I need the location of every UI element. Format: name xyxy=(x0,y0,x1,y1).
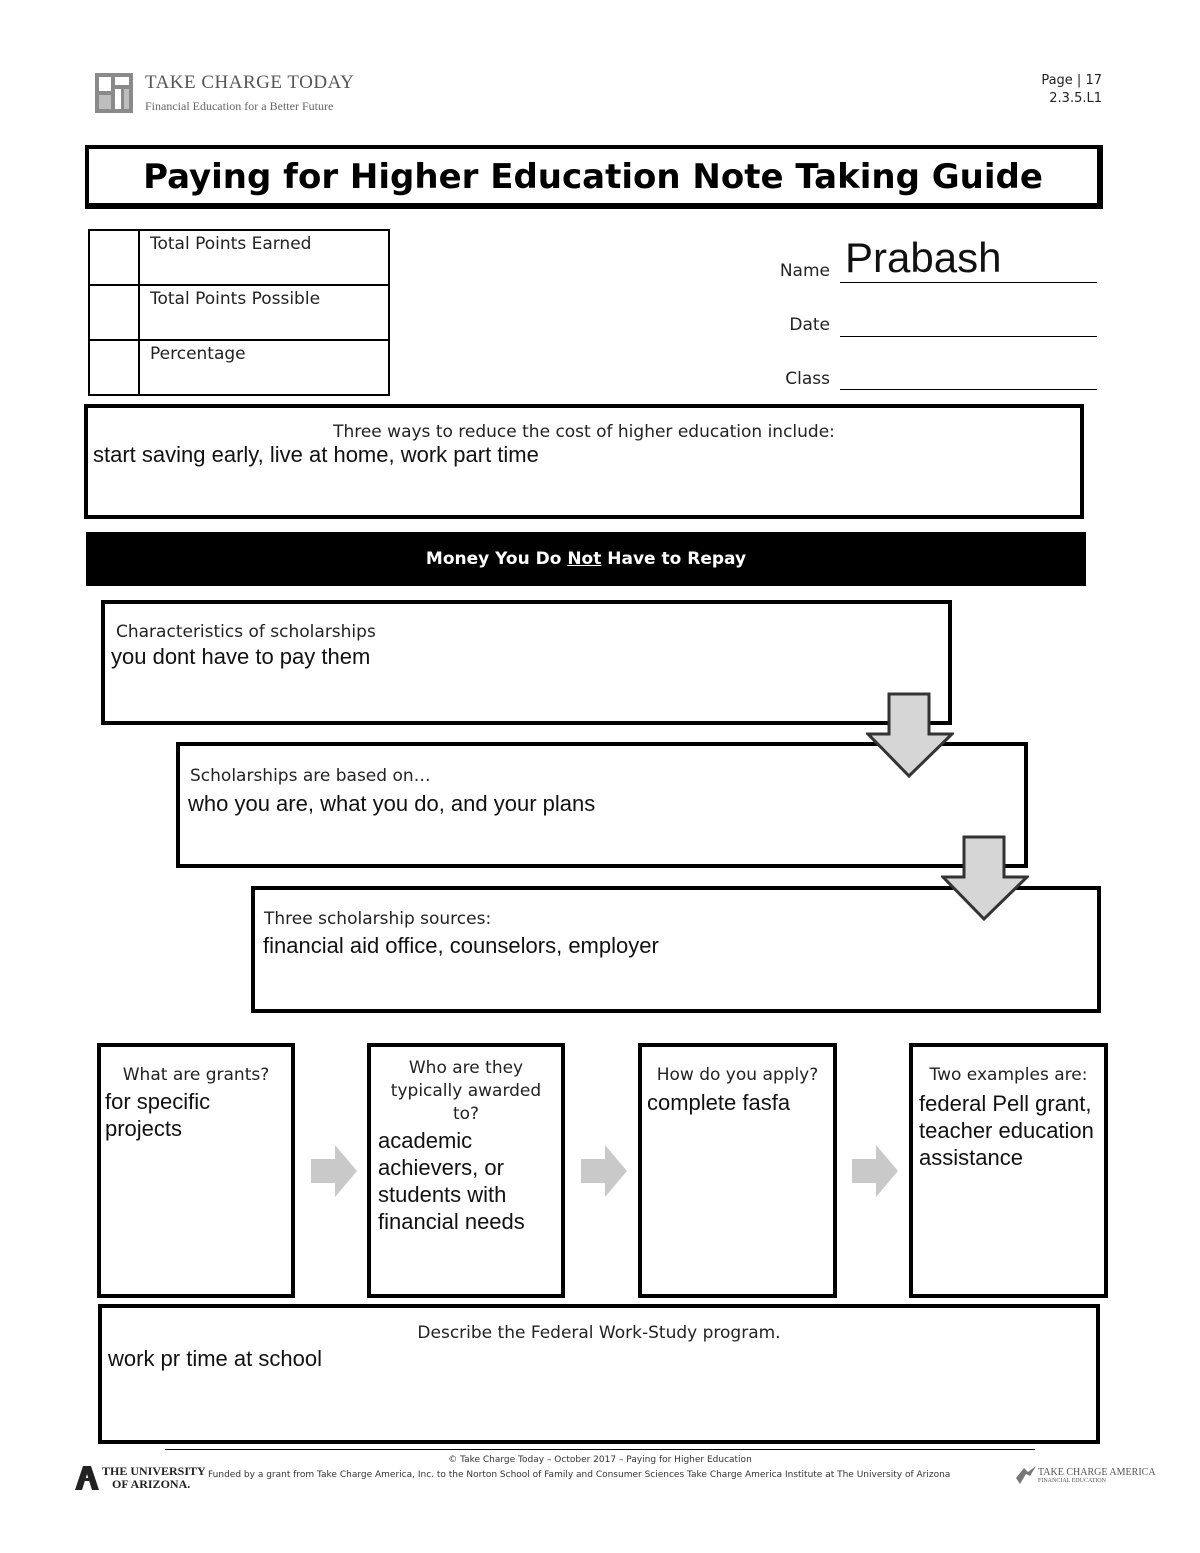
ua-line-1: THE UNIVERSITY xyxy=(102,1464,206,1478)
ua-line-2: OF ARIZONA. xyxy=(112,1477,191,1491)
grants-who-answer[interactable]: academic achievers, or students with financial needs xyxy=(378,1128,525,1234)
logo-subtitle: Financial Education for a Better Future xyxy=(145,99,334,113)
name-value[interactable]: Prabash xyxy=(845,234,1002,281)
grants-box-who xyxy=(367,1043,565,1298)
take-charge-america-text xyxy=(1038,1467,1156,1485)
name-label: Name xyxy=(779,261,830,281)
table-row xyxy=(89,340,389,395)
work-study-prompt: Describe the Federal Work-Study program. xyxy=(417,1323,781,1343)
points-possible-cell[interactable] xyxy=(89,285,139,340)
percentage-label: Percentage xyxy=(139,340,389,395)
tca-tagline: FINANCIAL EDUCATION xyxy=(1038,1478,1106,1484)
class-label: Class xyxy=(785,369,830,389)
reduce-cost-prompt: Three ways to reduce the cost of higher education include: xyxy=(333,422,835,442)
grants-examples-prompt: Two examples are: xyxy=(929,1065,1088,1085)
right-arrow-icon xyxy=(581,1145,627,1197)
university-of-arizona-logo-icon xyxy=(73,1464,101,1492)
points-possible-label: Total Points Possible xyxy=(139,285,389,340)
university-of-arizona-text xyxy=(102,1465,206,1491)
work-study-answer[interactable]: work pr time at school xyxy=(108,1346,322,1371)
down-arrow-icon xyxy=(941,835,1029,921)
logo-title: TAKE CHARGE TODAY xyxy=(145,72,355,93)
table-row xyxy=(89,285,389,340)
reduce-cost-box xyxy=(84,404,1084,519)
grants-who-prompt: Who are they typically awarded to? xyxy=(390,1058,542,1124)
section-bar-text: Money You Do xyxy=(425,549,568,569)
work-study-box xyxy=(98,1304,1100,1444)
take-charge-today-logo-icon xyxy=(95,73,133,113)
date-field[interactable] xyxy=(840,336,1097,337)
page-number xyxy=(1041,72,1102,108)
reduce-cost-answer[interactable]: start saving early, live at home, work part time xyxy=(93,442,539,467)
grants-box-what xyxy=(97,1043,295,1298)
name-field[interactable] xyxy=(840,282,1097,283)
characteristics-prompt: Characteristics of scholarships xyxy=(116,622,376,642)
grants-apply-prompt: How do you apply? xyxy=(656,1065,819,1085)
grants-box-examples xyxy=(909,1043,1108,1298)
grants-box-apply xyxy=(638,1043,837,1298)
section-bar xyxy=(86,532,1086,586)
section-bar-underlined: Not xyxy=(567,549,602,569)
footer-divider xyxy=(165,1449,1035,1450)
page-label: Page | 17 xyxy=(1041,73,1102,88)
date-label: Date xyxy=(789,315,830,335)
right-arrow-icon xyxy=(311,1145,357,1197)
sources-prompt: Three scholarship sources: xyxy=(264,909,492,929)
sources-answer[interactable]: financial aid office, counselors, employer xyxy=(263,933,659,958)
grants-what-answer[interactable]: for specific projects xyxy=(105,1089,211,1141)
title-box xyxy=(85,145,1103,209)
scholarship-characteristics-box xyxy=(101,600,952,725)
footer-copyright: © Take Charge Today – October 2017 – Paying for Higher Education xyxy=(448,1455,752,1465)
footer-funded-text: Funded by a grant from Take Charge America, Inc. to the Norton School of Family and Consumer Sciences Take Charge America Institute at The University of Arizona xyxy=(208,1470,951,1480)
grants-what-prompt: What are grants? xyxy=(122,1065,270,1085)
down-arrow-icon xyxy=(866,692,954,778)
page-title: Paying for Higher Education Note Taking Guide xyxy=(143,157,1043,197)
points-table xyxy=(88,229,390,396)
based-on-answer[interactable]: who you are, what you do, and your plans xyxy=(188,791,596,816)
characteristics-answer[interactable]: you dont have to pay them xyxy=(111,644,371,669)
grants-examples-answer[interactable]: federal Pell grant, teacher education assistance xyxy=(919,1091,1094,1170)
tca-name: TAKE CHARGE AMERICA xyxy=(1038,1467,1156,1478)
points-earned-cell[interactable] xyxy=(89,230,139,285)
percentage-cell[interactable] xyxy=(89,340,139,395)
lesson-code: 2.3.5.L1 xyxy=(1049,91,1102,106)
take-charge-america-logo-icon xyxy=(1016,1466,1036,1484)
based-on-prompt: Scholarships are based on… xyxy=(190,766,431,786)
class-field[interactable] xyxy=(840,389,1097,390)
section-bar-text-end: Have to Repay xyxy=(601,549,747,569)
table-row xyxy=(89,230,389,285)
grants-apply-answer[interactable]: complete fasfa xyxy=(647,1090,791,1115)
right-arrow-icon xyxy=(852,1145,898,1197)
points-earned-label: Total Points Earned xyxy=(139,230,389,285)
